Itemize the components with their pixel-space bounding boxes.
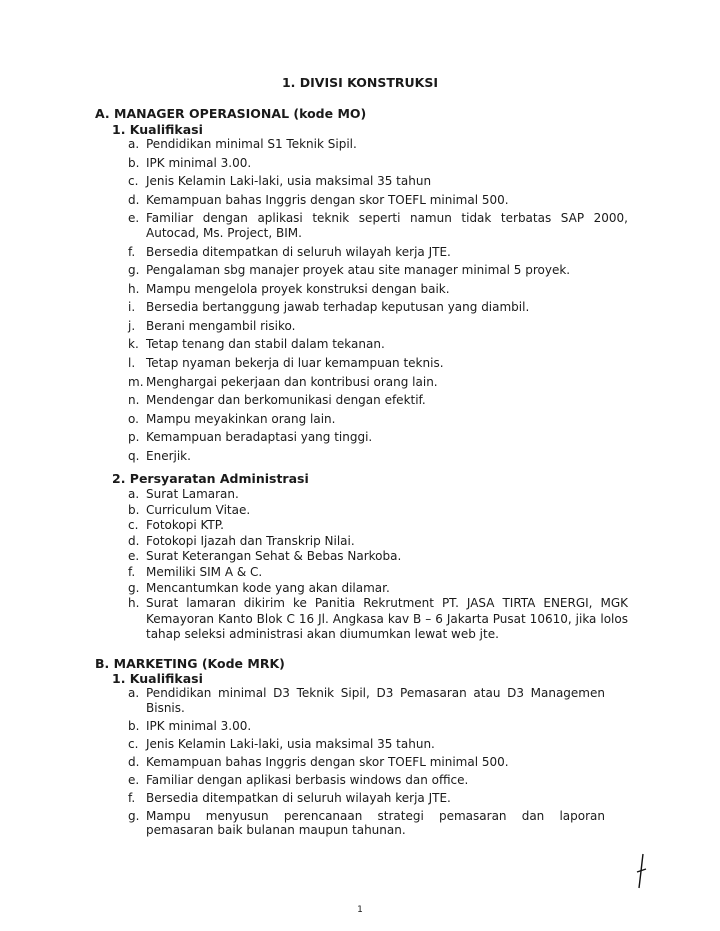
list-item-text: Kemampuan bahas Inggris dengan skor TOEFL minimal 500. <box>146 192 509 207</box>
list-item-text: Bersedia ditempatkan di seluruh wilayah kerja JTE. <box>146 244 451 259</box>
list-item-text: Jenis Kelamin Laki-laki, usia maksimal 35 tahun. <box>146 736 435 751</box>
list-item <box>128 773 605 788</box>
section-a-administrasi-heading: 2. Persyaratan Administrasi <box>112 471 309 486</box>
list-item-text: Pendidikan minimal S1 Teknik Sipil. <box>146 137 357 151</box>
list-item-marker: b. <box>128 502 140 517</box>
list-item-text: IPK minimal 3.00. <box>146 155 252 170</box>
list-item-marker: g. <box>128 263 140 278</box>
list-item <box>128 809 605 838</box>
section-b-heading: B. MARKETING (Kode MRK) <box>95 656 285 671</box>
list-item <box>128 449 628 464</box>
section-b-kualifikasi-heading: 1. Kualifikasi <box>112 671 203 686</box>
list-item-marker: o. <box>128 411 139 426</box>
section-a-administrasi-list <box>128 487 628 643</box>
list-item-text: Tetap nyaman bekerja di luar kemampuan teknis. <box>146 356 444 371</box>
list-item-marker: e. <box>128 772 140 787</box>
list-item-text: Surat lamaran dikirim ke Panitia Rekrutment PT. JASA TIRTA ENERGI, MGK Kemayoran Kanto Blok C 16 Jl. Angkasa kav B – 6 Jakarta Pusat 10610, jika lolos tahap seleksi administrasi akan diumumkan lewat web jte. <box>146 596 628 642</box>
list-item <box>128 565 628 581</box>
list-item-text: Jenis Kelamin Laki-laki, usia maksimal 35 tahun <box>146 174 432 189</box>
list-item-text: Surat Lamaran. <box>146 487 239 501</box>
list-item <box>128 300 628 315</box>
list-item <box>128 263 628 278</box>
list-item-text: Surat Keterangan Sehat & Bebas Narkoba. <box>146 549 402 564</box>
list-item-text: Kemampuan bahas Inggris dengan skor TOEFL minimal 500. <box>146 754 509 769</box>
list-item-text: Bersedia bertanggung jawab terhadap keputusan yang diambil. <box>146 300 530 315</box>
list-item <box>128 375 628 390</box>
list-item-marker: f. <box>128 790 136 805</box>
list-item <box>128 211 628 241</box>
list-item <box>128 393 628 408</box>
list-item-marker: g. <box>128 808 140 823</box>
list-item-marker: a. <box>128 487 140 501</box>
list-item <box>128 412 628 427</box>
list-item <box>128 137 628 152</box>
list-item-text: Curriculum Vitae. <box>146 502 251 517</box>
list-item-marker: f. <box>128 244 136 259</box>
list-item-marker: d. <box>128 533 140 548</box>
list-item-marker: e. <box>128 549 140 564</box>
list-item <box>128 156 628 171</box>
list-item <box>128 596 628 643</box>
list-item-text: Pengalaman sbg manajer proyek atau site manager minimal 5 proyek. <box>146 263 571 278</box>
list-item <box>128 518 628 534</box>
list-item-marker: c. <box>128 736 139 751</box>
list-item <box>128 319 628 334</box>
list-item-marker: n. <box>128 393 140 408</box>
list-item <box>128 549 628 565</box>
list-item-text: Fotokopi KTP. <box>146 518 224 533</box>
list-item <box>128 193 628 208</box>
list-item-text: Tetap tenang dan stabil dalam tekanan. <box>146 337 385 352</box>
list-item <box>128 356 628 371</box>
list-item-marker: a. <box>128 686 140 700</box>
list-item-text: Enerjik. <box>146 448 191 463</box>
list-item-text: Berani mengambil risiko. <box>146 318 296 333</box>
list-item-marker: i. <box>128 300 136 315</box>
page-number: 1 <box>357 905 363 915</box>
list-item-text: Bersedia ditempatkan di seluruh wilayah kerja JTE. <box>146 790 451 805</box>
list-item-text: Mendengar dan berkomunikasi dengan efektif. <box>146 393 426 408</box>
section-a-kualifikasi-list <box>128 137 628 467</box>
list-item-text: Pendidikan minimal D3 Teknik Sipil, D3 Pemasaran atau D3 Managemen Bisnis. <box>146 686 605 715</box>
list-item-text: Mampu meyakinkan orang lain. <box>146 411 336 426</box>
list-item-marker: a. <box>128 137 140 151</box>
list-item <box>128 337 628 352</box>
section-b-kualifikasi-list <box>128 686 605 841</box>
list-item-text: IPK minimal 3.00. <box>146 718 252 733</box>
list-item <box>128 581 628 597</box>
list-item <box>128 791 605 806</box>
list-item-text: Mampu menyusun perencanaan strategi pemasaran dan laporan pemasaran baik bulanan maupun tahunan. <box>146 808 605 837</box>
list-item-text: Kemampuan beradaptasi yang tinggi. <box>146 430 373 445</box>
list-item-text: Memiliki SIM A & C. <box>146 564 263 579</box>
list-item-marker: l. <box>128 356 136 371</box>
section-a-kualifikasi-heading: 1. Kualifikasi <box>112 122 203 137</box>
list-item-text: Menghargai pekerjaan dan kontribusi orang lain. <box>146 374 438 389</box>
list-item-marker: j. <box>128 318 136 333</box>
document-title: 1. DIVISI KONSTRUKSI <box>281 75 438 90</box>
list-item-marker: b. <box>128 718 140 733</box>
list-item-marker: b. <box>128 155 140 170</box>
list-item <box>128 534 628 550</box>
signature-mark <box>633 852 653 892</box>
section-a-heading: A. MANAGER OPERASIONAL (kode MO) <box>95 106 367 121</box>
list-item-text: Familiar dengan aplikasi teknik seperti namun tidak terbatas SAP 2000, Autocad, Ms. Project, BIM. <box>146 211 628 241</box>
list-item-marker: h. <box>128 281 140 296</box>
list-item <box>128 487 628 503</box>
list-item <box>128 737 605 752</box>
list-item-text: Familiar dengan aplikasi berbasis windows dan office. <box>146 772 469 787</box>
list-item <box>128 282 628 297</box>
list-item-marker: p. <box>128 430 140 445</box>
list-item-marker: e. <box>128 211 140 226</box>
list-item-marker: f. <box>128 564 136 579</box>
list-item <box>128 719 605 734</box>
list-item-marker: d. <box>128 192 140 207</box>
list-item-marker: m. <box>128 374 144 389</box>
list-item-marker: h. <box>128 596 140 611</box>
list-item-marker: g. <box>128 580 140 595</box>
list-item-text: Fotokopi Ijazah dan Transkrip Nilai. <box>146 533 355 548</box>
list-item <box>128 245 628 260</box>
list-item <box>128 174 628 189</box>
list-item-marker: d. <box>128 754 140 769</box>
list-item-text: Mampu mengelola proyek konstruksi dengan baik. <box>146 281 450 296</box>
list-item-text: Mencantumkan kode yang akan dilamar. <box>146 580 390 595</box>
list-item <box>128 503 628 519</box>
list-item-marker: c. <box>128 518 139 533</box>
list-item <box>128 755 605 770</box>
list-item-marker: c. <box>128 174 139 189</box>
list-item <box>128 686 605 715</box>
list-item-marker: q. <box>128 448 140 463</box>
list-item <box>128 430 628 445</box>
list-item-marker: k. <box>128 337 139 352</box>
